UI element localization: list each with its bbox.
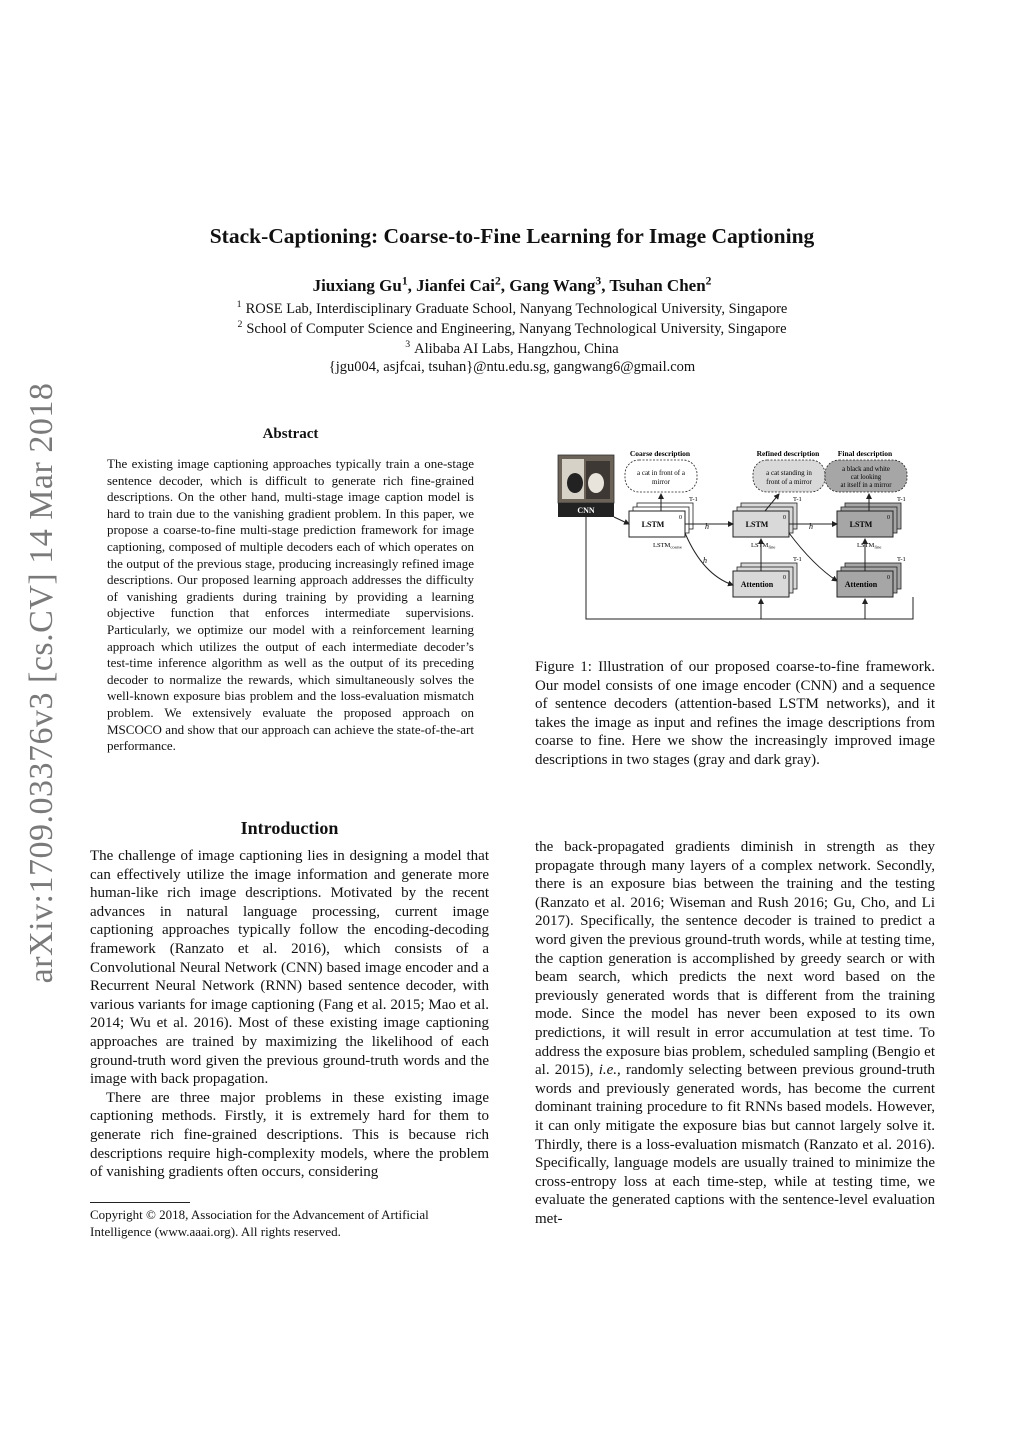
affiliation-sup: 2 — [237, 319, 243, 331]
lstm-sub-label: $LSTM_{fine}$ — [751, 542, 776, 550]
affiliation — [0, 300, 1024, 318]
lstm-label: LSTM — [849, 520, 873, 529]
paragraph: There are three major problems in these existing image captioning methods. Firstly, it is extremely hard for them to generate rich fine-grained descriptions. This is because rich descriptions require high-complexity models, where the problem of vanishing gradients often occurs, considering — [90, 1089, 489, 1181]
lstm-label: LSTM — [641, 520, 665, 529]
zero-label: 0 — [783, 575, 786, 581]
caption-line: a cat standing in — [766, 469, 812, 477]
caption-line: a black and white — [842, 466, 890, 473]
affiliation — [0, 320, 1024, 338]
affiliation-sup: 3 — [405, 339, 411, 351]
zero-label: 0 — [887, 575, 890, 581]
paper-title: Stack-Captioning: Coarse-to-Fine Learning for Image Captioning — [209, 224, 815, 248]
caption-line: mirror — [652, 478, 670, 486]
caption-line: at itself in a mirror — [840, 482, 892, 489]
t-label: T-1 — [897, 496, 906, 503]
lstm-sub-label: $LSTM_{coarse}$ — [653, 542, 682, 550]
t-label: T-1 — [793, 496, 802, 503]
t-label: T-1 — [793, 556, 802, 563]
t-label: T-1 — [897, 556, 906, 563]
arxiv-stamp: arXiv:1709.03376v3 [cs.CV] 14 Mar 2018 — [23, 382, 60, 984]
hidden-state-label: h — [703, 556, 707, 565]
italic-abbrev: i.e. — [598, 1062, 618, 1079]
abstract-text — [107, 456, 474, 755]
author-sup: 3 — [595, 274, 602, 288]
lstm-sub-label: $LSTM_{fine}$ — [857, 542, 882, 550]
t-label: T-1 — [689, 496, 698, 503]
affiliation-text: Alibaba AI Labs, Hangzhou, China — [414, 341, 619, 357]
abstract-heading: Abstract — [262, 426, 319, 442]
copyright-notice: Copyright © 2018, Association for the Advancement of Artificial Intelligence (www.aaai.org). All rights reserved. — [90, 1207, 429, 1239]
caption-line: cat looking — [850, 474, 882, 481]
cnn-label: CNN — [577, 506, 595, 515]
author-list: Jiuxiang Gu$^1$, Jianfei Cai$^2$, Gang Wang$^3$, Tsuhan Chen$^2$ — [312, 274, 712, 295]
affiliation-text: ROSE Lab, Interdisciplinary Graduate School, Nanyang Technological University, Singapore — [245, 301, 788, 317]
hidden-state-label: h — [809, 522, 813, 531]
zero-label: 0 — [679, 515, 682, 521]
zero-label: 0 — [783, 515, 786, 521]
author-name: Tsuhan Chen — [609, 276, 706, 295]
author-name: Jianfei Cai — [416, 276, 495, 295]
stage-heading: Refined description — [756, 449, 820, 458]
zero-label: 0 — [887, 515, 890, 521]
introduction-heading: Introduction — [240, 818, 339, 838]
author-name: Jiuxiang Gu — [312, 276, 402, 295]
author-sup: 1 — [401, 274, 408, 288]
author-sup: 2 — [705, 274, 712, 288]
input-image — [558, 455, 614, 503]
stage-heading: Coarse description — [629, 449, 691, 458]
figure-diagram — [553, 445, 923, 630]
attention-label: Attention — [844, 580, 878, 589]
text-span: , randomly selecting between previous ground-truth words and previously generated words, has become the current dominant training procedure to fit RNNs based models. However, it can only mitigate the exposure bias but cannot largely solve it. Thirdly, there is a loss-evaluation mismatch (Ranzato et al. 2016). Specifically, language models are usually trained to minimize the cross-entropy loss at each time-step, while at testing time, we evaluate the generated captions with the sentence-level evaluation met- — [535, 1062, 935, 1227]
introduction-body — [90, 847, 489, 1182]
caption-line: a cat in front of a — [636, 469, 686, 477]
paragraph — [535, 838, 935, 1228]
figure-1 — [553, 445, 923, 630]
abstract-paragraph: The existing image captioning approaches typically train a one-stage sentence decoder, which is difficult to generate rich fine-grained descriptions. On the other hand, multi-stage image caption model is hard to train due to the vanishing gradient problem. In this paper, we propose a coarse-to-fine multi-stage prediction framework for image captioning, composed of multiple decoders each of which operates on the output of the previous stage, producing increasingly refined image descriptions. Our proposed learning approach addresses the difficulty of vanishing gradients during training by providing a learning objective function that enforces intermediate supervisions. Particularly, we optimize our model with a reinforcement learning approach which utilizes the output of each intermediate decoder’s test-time inference algorithm as well as the output of its preceding decoder to normalize the rewards, which simultaneously solves the well-known exposure bias problem and the loss-evaluation mismatch problem. We extensively evaluate the proposed approach on MSCOCO and show that our approach can achieve the state-of-the-art performance. — [107, 456, 474, 754]
lstm-label: LSTM — [745, 520, 769, 529]
affiliation-sup: 1 — [236, 299, 242, 311]
paragraph: The challenge of image captioning lies in designing a model that can effectively utilize the image information and generate more human-like rich image descriptions. Motivated by the recent advances in natural language processing, current image captioning approaches typically follow the encoding-decoding framework (Ranzato et al. 2016), which consists of a Convolutional Neural Network (CNN) based image encoder and a Recurrent Neural Network (RNN) based sentence decoder, with various variants for image captioning (Fang et al. 2015; Mao et al. 2014; Wu et al. 2016). Most of these existing image captioning approaches are trained by maximizing the likelihood of each ground-truth word given the previous ground-truth words and the image with back propagation. — [90, 848, 489, 1088]
figure-caption: Figure 1: Illustration of our proposed coarse-to-fine framework. Our model consists of one image encoder (CNN) and a sequence of sentence decoders (attention-based LSTM networks), and it takes the image as input and refines the image descriptions from coarse to fine. Here we show the increasingly improved image descriptions in two stages (gray and dark gray). — [535, 659, 935, 768]
author-emails: {jgu004, asjfcai, tsuhan}@ntu.edu.sg, gangwang6@gmail.com — [328, 359, 696, 375]
affiliation — [0, 340, 1024, 358]
footnote-rule — [90, 1202, 190, 1203]
affiliation-text: School of Computer Science and Engineering, Nanyang Technological University, Singapore — [246, 321, 787, 337]
stage-heading: Final description — [837, 449, 893, 458]
author-sup: 2 — [495, 274, 501, 288]
author-name: Gang Wang — [509, 276, 596, 295]
attention-label: Attention — [740, 580, 774, 589]
text-span: the back-propagated gradients diminish in strength as they propagate through many layers of a complex network. Secondly, there is an exposure bias between the training and the testing (Ranzato et al. 2016; Wiseman and Rush 2016; Gu, Cho, and Li 2017). Specifically, the sentence decoder is trained to predict a word given the previous ground-truth words, while at testing time, the caption generation is accomplished by greedy search or with beam search, which predicts the next word based on the previously generated words that is different from the training mode. Since the model has never been exposed to its own predictions, it will result in error accumulation at test time. To address the exposure bias problem, scheduled sampling (Bengio et al. 2015), — [535, 839, 935, 1079]
right-column-body — [535, 838, 935, 1228]
hidden-state-label: h — [705, 522, 709, 531]
caption-line: front of a mirror — [766, 478, 812, 486]
